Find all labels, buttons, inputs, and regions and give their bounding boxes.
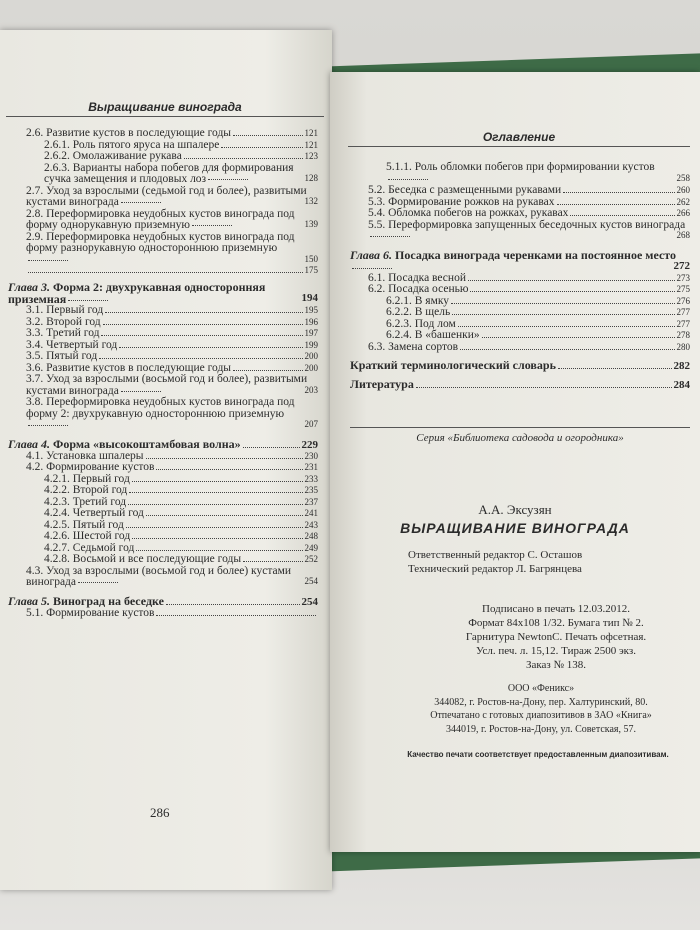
- toc-leader-dots: [99, 358, 302, 359]
- toc-right: [350, 162, 690, 391]
- toc-entry-text: Форма 2: двухрукавная односторонняя приземная: [8, 280, 266, 306]
- toc-leader-dots: [243, 561, 302, 562]
- toc-page-number: 260: [676, 185, 690, 195]
- toc-entry-text: 6.1. Посадка весной: [368, 271, 466, 284]
- publisher-line: 344019, г. Ростов-на-Дону, ул. Советская, 57.: [445, 723, 637, 735]
- toc-entry-label: [26, 396, 295, 420]
- toc-leader-dots: [233, 370, 302, 371]
- toc-leader-dots: [156, 615, 316, 616]
- toc-page-number: 277: [676, 307, 690, 317]
- toc-leader-dots: [129, 492, 302, 493]
- toc-page-number: 194: [301, 292, 318, 304]
- toc-entry-text: Краткий терминологический словарь: [350, 358, 556, 372]
- toc-entry-text: 2.6. Развитие кустов в последующие годы: [26, 127, 232, 139]
- toc-entry-text: 4.1. Установка шпалеры: [26, 449, 144, 462]
- toc-entry-label: [26, 565, 291, 589]
- toc-leader-dots: [192, 225, 232, 226]
- toc-leader-dots: [105, 312, 302, 313]
- toc-page-number: 282: [673, 360, 690, 372]
- toc-entry: [8, 566, 318, 589]
- editor-line: Технический редактор Л. Багрянцева: [408, 563, 582, 576]
- print-line: Усл. печ. л. 15,12. Тираж 2500 экз.: [476, 645, 636, 658]
- toc-entry-text: 3.5. Пятый год: [26, 350, 98, 362]
- toc-entry-text: 4.2.7. Седьмой год: [44, 541, 135, 554]
- toc-entry-label: [386, 161, 655, 173]
- toc-leader-dots: [458, 326, 675, 327]
- toc-leader-dots: [370, 236, 410, 237]
- toc-entry-text: 3.6. Развитие кустов в последующие годы: [26, 361, 232, 374]
- publisher-line: ООО «Феникс»: [507, 683, 575, 694]
- toc-entry-text: 5.1.1. Роль обломки побегов при формировании кустов: [386, 161, 655, 173]
- toc-page-number: 200: [304, 351, 318, 361]
- toc-page-number: 241: [304, 508, 318, 518]
- toc-page-number: 243: [304, 519, 318, 530]
- toc-page-number: 254: [304, 576, 318, 586]
- toc-entry-label: [26, 608, 154, 620]
- toc-entry-text: 3.2. Второй год: [26, 315, 101, 328]
- toc-entry-text: 3.3. Третий год: [26, 327, 100, 339]
- toc-entry-text: 6.2.3. Под лом: [386, 317, 456, 330]
- toc-leader-dots: [136, 550, 302, 551]
- toc-page-number: 278: [676, 330, 690, 340]
- toc-page-number: 207: [304, 419, 318, 429]
- toc-page-number: 195: [304, 305, 318, 315]
- print-line: Подписано в печать 12.03.2012.: [482, 603, 630, 615]
- toc-entry-text: Посадка винограда черенками на постоянное место: [395, 247, 677, 262]
- author-name: А.А. Эксузян: [478, 502, 552, 517]
- toc-entry-text: 6.3. Замена сортов: [368, 340, 459, 353]
- toc-leader-dots: [28, 425, 68, 426]
- toc-page-number: 200: [304, 362, 318, 373]
- toc-entry-label: [44, 162, 294, 186]
- running-head-right: Оглавление: [348, 130, 690, 147]
- toc-page-number: 121: [304, 128, 318, 138]
- toc-leader-dots: [388, 179, 428, 180]
- toc-leader-dots: [166, 604, 300, 605]
- running-head-left: Выращивание винограда: [6, 100, 324, 117]
- toc-leader-dots: [482, 337, 675, 338]
- series-title: Серия «Библиотека садовода и огородника»: [350, 427, 690, 444]
- toc-entry-text: 4.2. Формирование кустов: [26, 461, 155, 473]
- toc-page-number: 262: [676, 196, 690, 207]
- toc-entry: [350, 220, 690, 243]
- toc-entry-label: [26, 231, 295, 255]
- toc-page-number: 249: [304, 542, 318, 553]
- print-line: Гарнитура NewtonC. Печать офсетная.: [465, 631, 647, 644]
- toc-entry-label: [26, 208, 295, 232]
- toc-page-number: 230: [304, 450, 318, 461]
- toc-page-number: 284: [673, 379, 690, 391]
- editor-line: Ответственный редактор С. Осташов: [408, 549, 583, 561]
- toc-leader-dots: [558, 368, 672, 369]
- toc-leader-dots: [416, 387, 672, 388]
- toc-leader-dots: [103, 324, 303, 325]
- toc-chapter-entry: [8, 281, 318, 305]
- toc-page-number: 277: [676, 318, 690, 329]
- toc-entry-text: 3.1. Первый год: [26, 304, 104, 316]
- toc-page-number: 254: [301, 595, 318, 608]
- toc-chapter-entry: [350, 359, 690, 372]
- toc-page-number: 132: [304, 196, 318, 206]
- quality-note: Качество печати соответствует предоставленным диапозитивам.: [407, 750, 669, 759]
- toc-entry: [8, 186, 318, 209]
- toc-entry-text: 2.9. Переформировка неудобных кустов винограда под форму разнорукавную одностороннюю приземную: [26, 230, 295, 254]
- toc-entry-text: 4.2.2. Второй год: [44, 484, 128, 496]
- toc-entry-text: 5.2. Беседка с размещенными рукавами: [368, 184, 562, 196]
- toc-entry-text: 4.3. Уход за взрослыми (восьмой год и более) кустами винограда: [26, 564, 292, 588]
- publisher-block: [388, 682, 694, 736]
- toc-chapter-number: Глава 4.: [8, 436, 51, 451]
- toc-entry-text: 2.6.2. Омолаживание рукава: [44, 150, 182, 162]
- toc-entry: [350, 162, 690, 185]
- toc-entry-text: 4.2.5. Пятый год: [44, 518, 124, 531]
- toc-entry-text: Форма «высокоштамбовая волна»: [53, 436, 241, 451]
- toc-entry: [8, 163, 318, 186]
- toc-page-number: 121: [304, 139, 318, 150]
- page-number: 286: [150, 805, 170, 820]
- toc-page-number: 203: [304, 384, 318, 395]
- toc-entry-label: [8, 280, 265, 306]
- toc-entry-text: 4.2.1. Первый год: [44, 472, 130, 485]
- toc-leader-dots: [563, 192, 674, 193]
- toc-page-number: 272: [673, 259, 690, 272]
- toc-page-number: 199: [304, 339, 318, 350]
- toc-entry-text: 6.2.2. В щель: [386, 306, 451, 318]
- toc-page-number: 128: [304, 173, 318, 183]
- right-page: [330, 72, 700, 852]
- toc-leader-dots: [468, 280, 675, 281]
- toc-page-number: 197: [304, 328, 318, 338]
- toc-leader-dots: [68, 300, 108, 301]
- toc-page-number: 258: [676, 172, 690, 183]
- toc-entry-text: 4.2.3. Третий год: [44, 495, 127, 508]
- toc-entry-text: 5.1. Формирование кустов: [26, 606, 155, 619]
- toc-leader-dots: [352, 268, 392, 269]
- toc-entry-text: 5.5. Переформировка запущенных беседочных кустов винограда: [368, 218, 686, 231]
- toc-page-number: 266: [676, 208, 690, 218]
- toc-page-number: 196: [304, 316, 318, 327]
- toc-entry-label: [350, 248, 676, 262]
- toc-leader-dots: [233, 135, 302, 136]
- toc-page-number: 248: [304, 531, 318, 541]
- toc-leader-dots: [221, 147, 302, 148]
- print-line: Формат 84х108 1/32. Бумага тип № 2.: [468, 617, 644, 630]
- toc-entry: [8, 608, 318, 620]
- toc-leader-dots: [243, 447, 300, 448]
- toc-page-number: 235: [304, 485, 318, 495]
- toc-chapter-entry: [350, 249, 690, 273]
- toc-entry-label: [350, 378, 414, 390]
- toc-entry-text: 6.2.1. В ямку: [386, 294, 450, 307]
- toc-left: [8, 128, 318, 619]
- toc-entry-text: 2.8. Переформировка неудобных кустов винограда под форму однорукавную приземную: [26, 207, 295, 231]
- toc-entry-text: 6.2.4. В «башенки»: [386, 329, 480, 341]
- toc-entry-text: 4.2.4. Четвертый год: [44, 507, 144, 519]
- toc-leader-dots: [460, 349, 674, 350]
- toc-entry-label: [368, 342, 458, 354]
- toc-page-number: 231: [304, 462, 318, 472]
- toc-leader-dots: [208, 179, 248, 180]
- toc-entry-label: [8, 595, 164, 607]
- toc-page-number: 268: [676, 230, 690, 240]
- toc-entry-text: 2.7. Уход за взрослыми (седьмой год и более), развитыми кустами винограда: [26, 184, 307, 208]
- toc-leader-dots: [121, 391, 161, 392]
- toc-leader-dots: [557, 204, 675, 205]
- toc-entry-label: [368, 219, 685, 231]
- toc-page-number: 275: [676, 284, 690, 294]
- toc-page-number: 233: [304, 473, 318, 484]
- toc-page-number: 139: [304, 219, 318, 229]
- publisher-line: Отпечатано с готовых диапозитивов в ЗАО «Книга»: [430, 710, 652, 721]
- toc-entry-text: 6.2. Посадка осенью: [368, 283, 469, 295]
- publisher-line: 344082, г. Ростов-на-Дону, пер. Халтуринский, 80.: [434, 696, 648, 708]
- toc-leader-dots: [570, 215, 674, 216]
- toc-leader-dots: [101, 335, 302, 336]
- toc-leader-dots: [451, 303, 674, 304]
- toc-entry-text: 2.6.1. Роль пятого яруса на шпалере: [44, 138, 220, 151]
- toc-entry: [8, 209, 318, 232]
- toc-entry-label: [26, 185, 307, 209]
- toc-leader-dots: [28, 272, 303, 273]
- toc-leader-dots: [28, 260, 68, 261]
- toc-leader-dots: [146, 515, 303, 516]
- toc-entry: [8, 374, 318, 397]
- toc-entry-text: 5.4. Обломка побегов на рожках, рукавах: [368, 207, 569, 219]
- toc-page-number: 276: [676, 295, 690, 306]
- toc-entry: [350, 342, 690, 354]
- toc-entry: [8, 232, 318, 267]
- book-title: ВЫРАЩИВАНИЕ ВИНОГРАДА: [400, 520, 630, 536]
- toc-entry-label: [8, 438, 241, 450]
- toc-entry-text: Виноград на беседке: [53, 593, 164, 608]
- toc-page-number: 280: [676, 341, 690, 352]
- toc-entry: [8, 397, 318, 432]
- toc-entry-text: 3.4. Четвертый год: [26, 338, 118, 351]
- toc-page-number: 237: [304, 496, 318, 507]
- toc-leader-dots: [128, 504, 302, 505]
- toc-page-number: 150: [304, 253, 318, 264]
- toc-leader-dots: [119, 347, 302, 348]
- toc-page-number: 229: [301, 438, 318, 451]
- toc-leader-dots: [126, 527, 303, 528]
- toc-leader-dots: [452, 314, 674, 315]
- print-line: Заказ № 138.: [525, 659, 587, 672]
- toc-leader-dots: [132, 538, 302, 539]
- toc-page-number: 252: [304, 554, 318, 564]
- toc-chapter-number: Глава 5.: [8, 593, 51, 608]
- toc-leader-dots: [121, 202, 161, 203]
- toc-entry-text: 2.6.3. Варианты набора побегов для формирования сучка замещения и плодовых лоз: [44, 161, 294, 185]
- toc-entry-text: Литература: [350, 377, 414, 391]
- toc-entry-text: 5.3. Формирование рожков на рукавах: [368, 195, 555, 208]
- toc-page-number: 273: [676, 272, 690, 283]
- toc-leader-dots: [156, 469, 302, 470]
- toc-chapter-number: Глава 3.: [8, 280, 51, 294]
- toc-leader-dots: [132, 481, 303, 482]
- toc-entry-text: 3.7. Уход за взрослыми (восьмой год и более), развитыми кустами винограда: [26, 373, 308, 397]
- toc-leader-dots: [146, 458, 303, 459]
- toc-entry-label: [26, 373, 307, 397]
- editors-block: [408, 548, 582, 577]
- toc-leader-dots: [184, 158, 303, 159]
- toc-entry-text: 4.2.8. Восьмой и все последующие годы: [44, 553, 242, 565]
- toc-entry: [8, 266, 318, 275]
- toc-page-number: 123: [304, 151, 318, 161]
- toc-leader-dots: [470, 291, 674, 292]
- toc-entry-label: [350, 359, 556, 371]
- toc-entry-text: 4.2.6. Шестой год: [44, 530, 131, 542]
- toc-chapter-number: Глава 6.: [350, 247, 393, 262]
- toc-chapter-entry: [350, 378, 690, 391]
- toc-leader-dots: [78, 582, 118, 583]
- left-page: [0, 30, 332, 890]
- toc-entry-text: 3.8. Переформировка неудобных кустов винограда под форму 2: двухрукавную одностороннюю приземную: [26, 396, 295, 420]
- print-info-block: [422, 602, 690, 672]
- toc-page-number: 175: [304, 265, 318, 275]
